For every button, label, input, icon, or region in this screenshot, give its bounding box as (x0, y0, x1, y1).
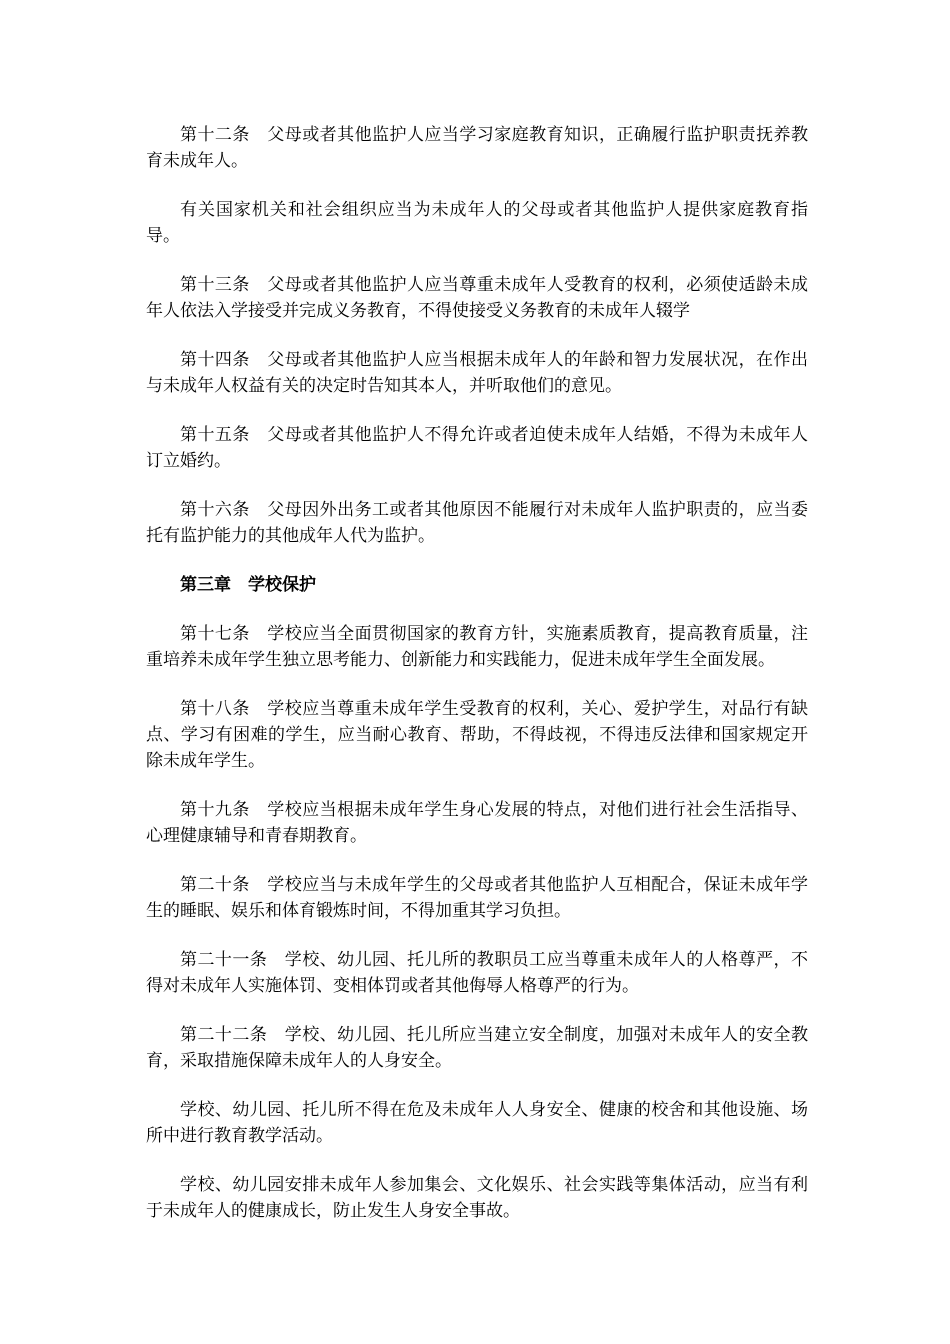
chapter-heading: 第三章 学校保护 (180, 575, 316, 595)
article-22-paragraph-3: 学校、幼儿园安排未成年人参加集会、文化娱乐、社会实践等集体活动，应当有利于未成年人的健康成长，防止发生人身安全事故。 (146, 1175, 808, 1221)
article-12-paragraph-2: 有关国家机关和社会组织应当为未成年人的父母或者其他监护人提供家庭教育指导。 (146, 200, 808, 246)
article-15: 第十五条 父母或者其他监护人不得允许或者迫使未成年人结婚，不得为未成年人订立婚约。 (146, 425, 808, 471)
article-22-paragraph-2: 学校、幼儿园、托儿所不得在危及未成年人人身安全、健康的校舍和其他设施、场所中进行教育教学活动。 (146, 1100, 808, 1146)
article-22: 第二十二条 学校、幼儿园、托儿所应当建立安全制度，加强对未成年人的安全教育，采取措施保障未成年人的人身安全。 (146, 1025, 808, 1071)
article-18: 第十八条 学校应当尊重未成年学生受教育的权利，关心、爱护学生，对品行有缺点、学习有困难的学生，应当耐心教育、帮助，不得歧视，不得违反法律和国家规定开除未成年学生。 (146, 699, 808, 771)
article-19: 第十九条 学校应当根据未成年学生身心发展的特点，对他们进行社会生活指导、心理健康辅导和青春期教育。 (146, 800, 808, 846)
article-13: 第十三条 父母或者其他监护人应当尊重未成年人受教育的权利，必须使适龄未成年人依法入学接受并完成义务教育，不得使接受义务教育的未成年人辍学 (146, 275, 808, 321)
article-21: 第二十一条 学校、幼儿园、托儿所的教职员工应当尊重未成年人的人格尊严，不得对未成年人实施体罚、变相体罚或者其他侮辱人格尊严的行为。 (146, 950, 808, 996)
article-20: 第二十条 学校应当与未成年学生的父母或者其他监护人互相配合，保证未成年学生的睡眠、娱乐和体育锻炼时间，不得加重其学习负担。 (146, 875, 808, 921)
document-page (146, 122, 808, 1247)
article-17: 第十七条 学校应当全面贯彻国家的教育方针，实施素质教育，提高教育质量，注重培养未成年学生独立思考能力、创新能力和实践能力，促进未成年学生全面发展。 (146, 624, 808, 670)
article-12: 第十二条 父母或者其他监护人应当学习家庭教育知识，正确履行监护职责抚养教育未成年人。 (146, 125, 808, 171)
article-14: 第十四条 父母或者其他监护人应当根据未成年人的年龄和智力发展状况，在作出与未成年人权益有关的决定时告知其本人，并听取他们的意见。 (146, 350, 808, 396)
article-16: 第十六条 父母因外出务工或者其他原因不能履行对未成年人监护职责的，应当委托有监护能力的其他成年人代为监护。 (146, 500, 808, 546)
